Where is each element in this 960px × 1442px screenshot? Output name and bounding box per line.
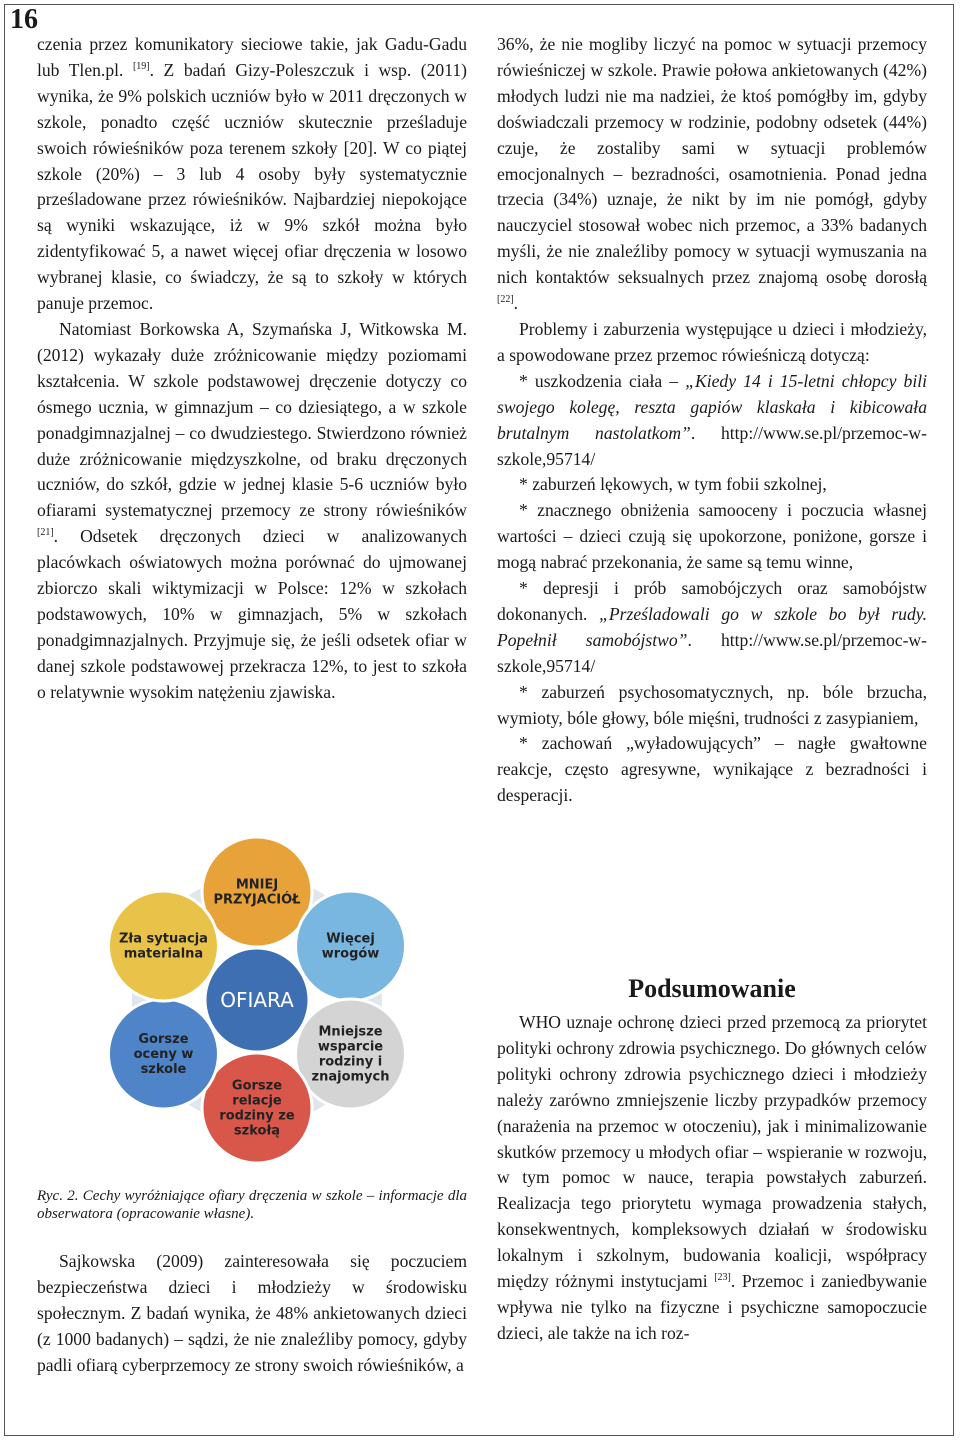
list-item-self-esteem: * znacznego obniżenia samooceny i poczucia własnej wartości – dzieci czują się upokorzone, poniżone, gorsze i mogą nabrać przekonania, że same są temu winne, [497,500,927,573]
citation-19: [19] [132,61,150,73]
diagram-segment-label: Gorsze relacje rodziny ze szkołą [219,1078,295,1139]
page-number: 16 [10,4,38,35]
right-paragraph-2: Problemy i zaburzenia występujące u dzieci i młodzieży, a spowodowane przez przemoc rówieśniczą dotyczą: [497,318,927,365]
diagram-segment-label: MNIEJ PRZYJACIÓŁ [213,877,301,908]
lower-left-paragraph: Sajkowska (2009) zainteresowała się poczuciem bezpieczeństwa dzieci i młodzieży w środowisku społecznym. Z badań wynika, że 48% ankietowanych dzieci (z 1000 badanych) – sądzi, że nie znaleźliby pomocy, gdyby padli ofiarą cyberprzemocy ze strony swoich rówieśników, a [37,1251,467,1375]
victim-traits-diagram [72,835,442,1175]
list-item-depression: * depresji i prób samobójczych oraz samobójstw dokonanych. „Prześladowali go w szkole bo był rudy. Popełnił samobójstwo”. http://www.se.pl/przemoc-w-szkole,95714/ [497,578,928,676]
diagram-center-label: OFIARA [220,988,294,1012]
left-column [37,32,467,706]
diagram-segment-label: Gorsze oceny w szkole [133,1032,194,1077]
diagram-segment-label: Mniejsze wsparcie rodziny i znajomych [311,1024,390,1085]
list-item-anxiety: * zaburzeń lękowych, w tym fobii szkolnej, [519,474,827,495]
summary-paragraph: WHO uznaje ochronę dzieci przed przemocą za priorytet polityki ochrony zdrowia psychicznego. Do głównych celów polityki ochrony zdrowia psychicznego dzieci i młodzieży należy zarówno zmniejszenie liczby przypadków przemocy (narażenia na przemoc w otoczeniu), jak i minimalizowanie skutków przemocy u młodych ofiar – wspieranie w rozwoju, w tym pomoc w nauce, terapia powstałych zaburzeń. Realizacja tego priorytetu wymaga prowadzenia stałych, konsekwentnych, kompleksowych działań w środowisku lokalnym i szkolnym, budowania koalicji, współpracy między różnymi instytucjami [23]. Przemoc i zaniedbywanie wpływa nie tylko na fizyczne i psychiczne samopoczucie dzieci, ale także na ich roz- [497,1012,927,1343]
left-paragraph-1: czenia przez komunikatory sieciowe takie, jak Gadu-Gadu lub Tlen.pl. [19]. Z badań Gizy-Poleszczuk i wsp. (2011) wynika, że 9% polskich uczniów było w 2011 dręczonych w szkole, ponadto część uczniów skutecznie prześladuje swoich rówieśników poza terenem szkoły [20]. W co piątej szkole (20%) – 3 lub 4 osoby były systematycznie prześladowane przez rówieśników. Najbardziej niepokojące są wyniki wskazujące, iż w 9% szkół można było zidentyfikować 5, a nawet więcej ofiar dręczenia w losowo wybranej klasie, co świadczy, że są to szkoły w których panuje przemoc. [37,34,468,314]
right-paragraph-1: 36%, że nie mogliby liczyć na pomoc w sytuacji przemocy rówieśniczej w szkole. Prawie połowa ankietowanych (42%) młodych ludzi nie ma nadziei, że ktoś pomógłby im, gdyby doświadczali przemocy w rodzinie, podobny odsetek (44%) czuje, że zostaliby sami w sytuacji problemów emocjonalnych – bezradności, osamotnienia. Ponad jedna trzecia (34%) uznaje, że nikt by im nie pomógł, gdyby nauczyciel stosował wobec nich przemoc, a 33% badanych myśli, że nie znaleźliby pomocy w sytuacji wymuszania na nich kontaktów seksualnych przez znajomą osobę dorosłą [22]. [497,34,927,314]
figure-caption: Ryc. 2. Cechy wyróżniające ofiary dręczenia w szkole – informacje dla obserwatora (opracowanie własne). [37,1188,467,1222]
left-paragraph-2: Natomiast Borkowska A, Szymańska J, Witkowska M. (2012) wykazały duże zróżnicowanie między poziomami kształcenia. W szkole podstawowej dręczenie dotyczy co ósmego ucznia, w gimnazjum – co dziesiątego, a w szkole ponadgimnazjalnej – co dwudziestego. Stwierdzono również duże zróżnicowanie międzyszkolne, od braku dręczonych uczniów, do szkół, gdzie w jednej klasie 5-6 uczniów było ofiarami systematycznej przemocy ze strony rówieśników [21]. Odsetek dręczonych dzieci w analizowanych placówkach oświatowych można porównać do ujmowanej zbiorczo skali wiktymizacji w Polsce: 12% w szkołach podstawowych, 10% w gimnazjach, 5% w szkołach ponadgimnazjalnych. Przyjmuje się, że jeśli odsetek ofiar w danej szkole podstawowej przekracza 12%, to jest to szkoła o relatywnie wysokim natężeniu zjawiska. [37,318,467,702]
list-item-psychosomatic: * zaburzeń psychosomatycznych, np. bóle brzucha, wymioty, bóle głowy, bóle mięśni, trudności z zasypianiem, [497,681,927,728]
citation-23: [23] [714,1272,731,1284]
figure-victim-traits [72,835,442,1175]
diagram-segment-label: Więcej wrogów [321,931,380,962]
section-heading: Podsumowanie [628,974,796,1003]
list-item-injuries: * uszkodzenia ciała – „Kiedy 14 i 15-letni chłopcy bili swojego kolegę, reszta gapiów klaskała i kibicowała brutalnym nastolatkom”. http://www.se.pl/przemoc-w-szkole,95714/ [497,370,927,469]
citation-22: [22] [497,294,514,306]
right-column [497,32,927,809]
diagram-segment-label: Zła sytuacja materialna [119,931,208,962]
list-item-outbursts: * zachowań „wyładowujących” – nagłe gwałtowne reakcje, często agresywne, wynikające z bezradności i desperacji. [497,733,927,806]
citation-21: [21] [37,527,54,539]
